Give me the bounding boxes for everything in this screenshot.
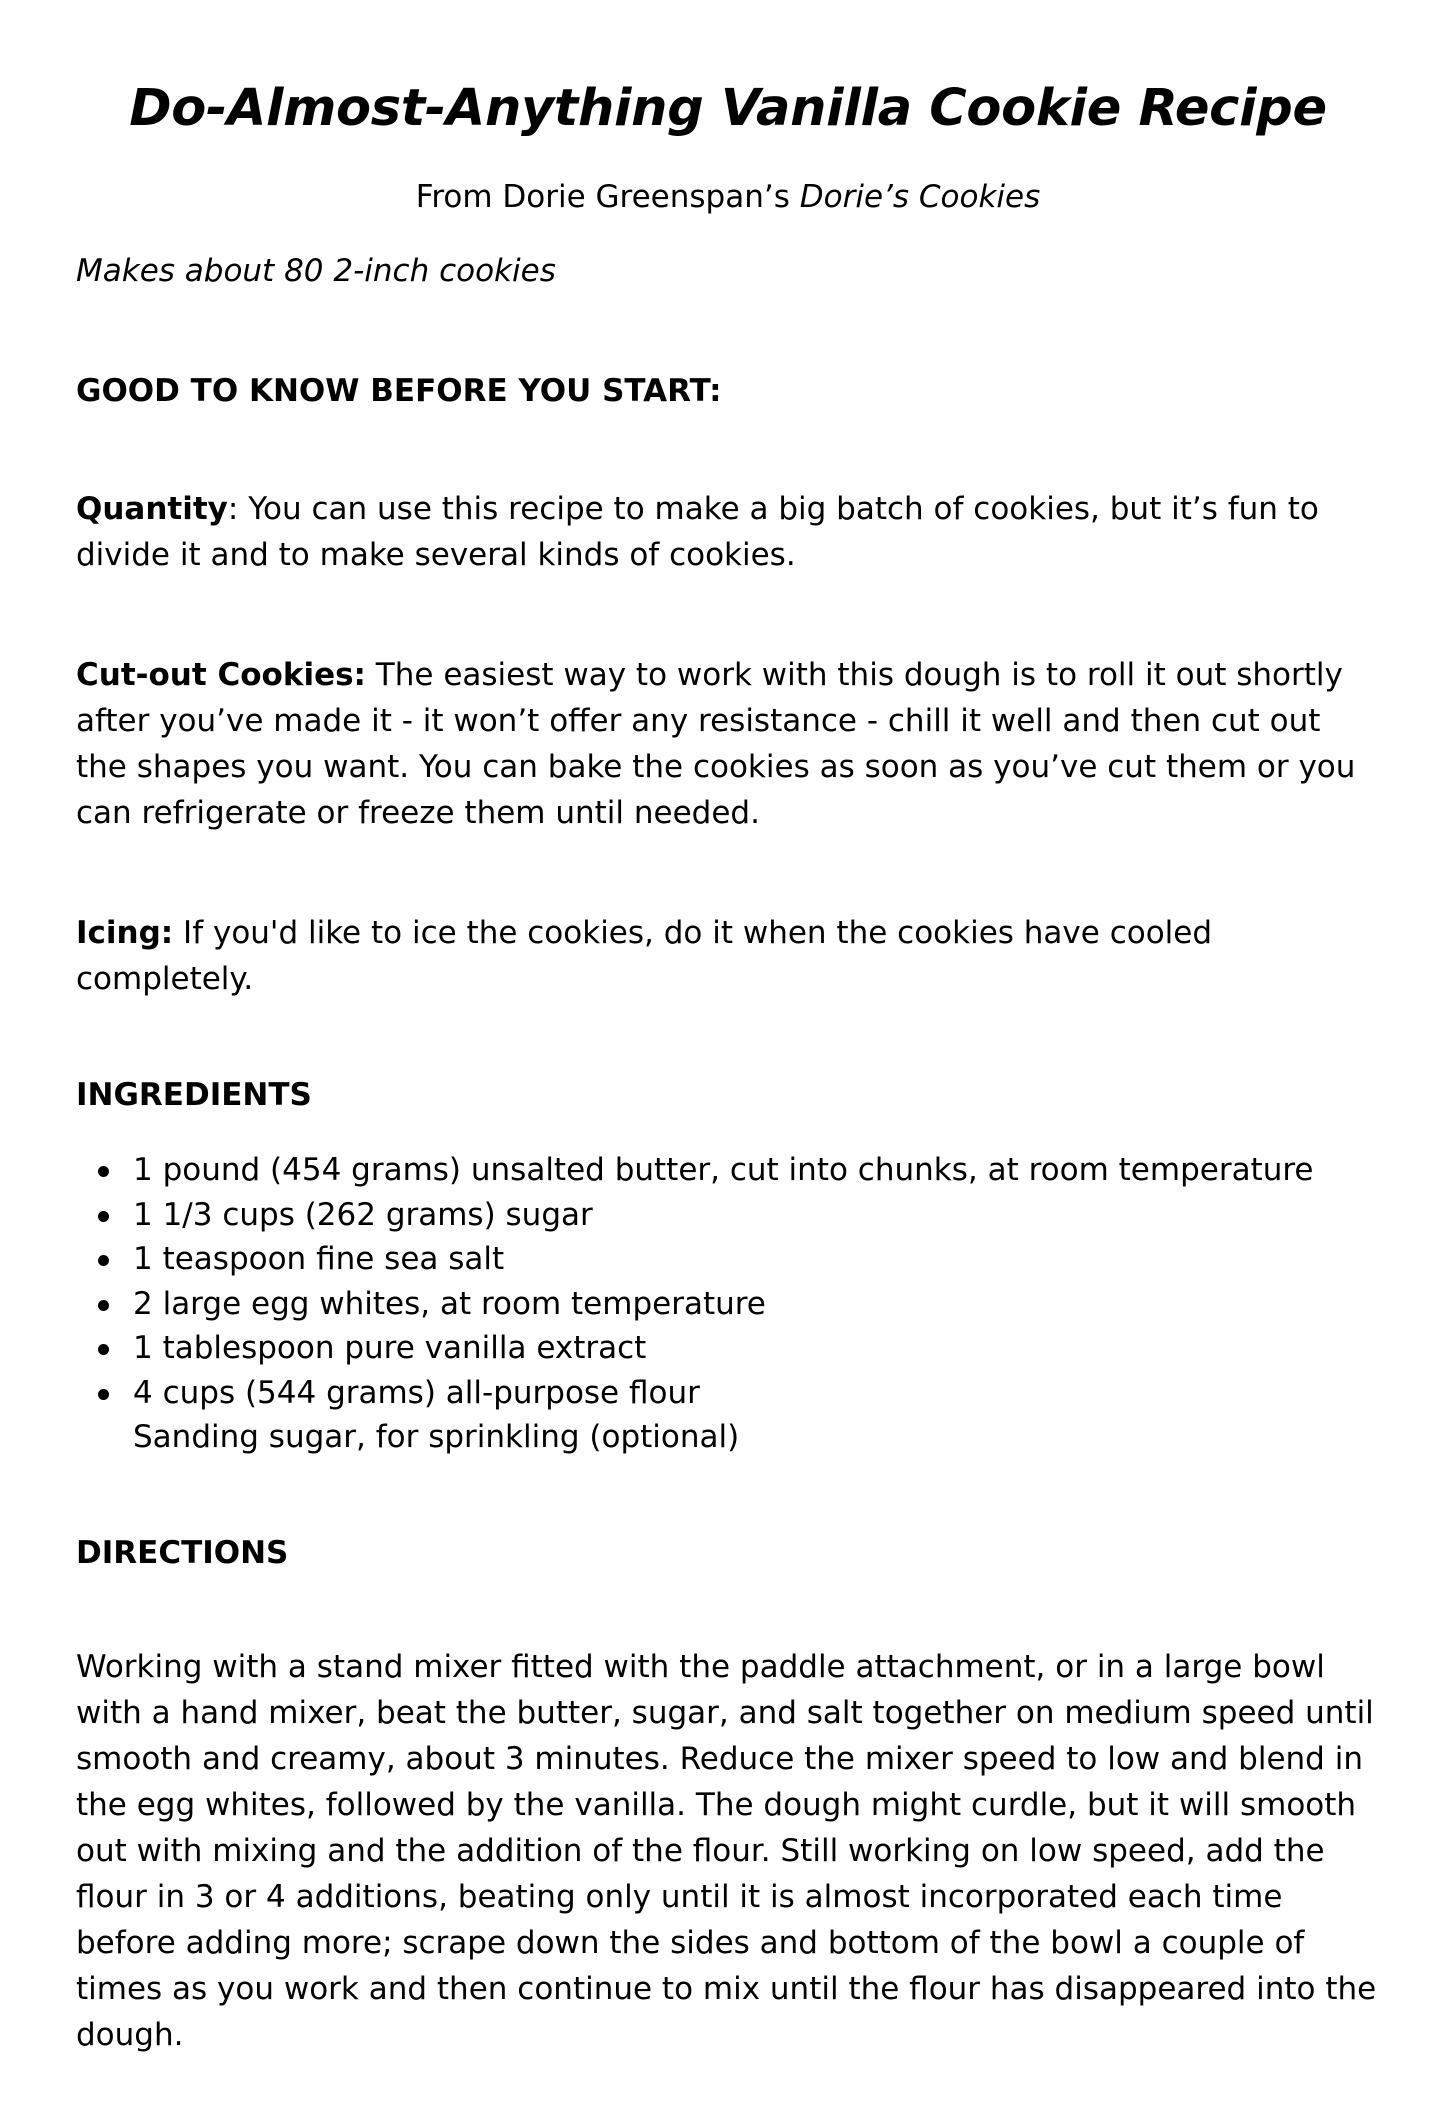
quantity-text: : You can use this recipe to make a big batch of cookies, but it’s fun to divide it and to make several kinds of cookies. xyxy=(76,491,1319,573)
icing-text: If you'd like to ice the cookies, do it when the cookies have cooled completely. xyxy=(76,915,1213,997)
ingredient-text: 2 large egg whites, at room temperature xyxy=(133,1285,766,1322)
cutout-cookies-note xyxy=(76,652,1380,836)
cutout-label: Cut-out Cookies: xyxy=(76,657,366,693)
bullet-icon xyxy=(98,1344,109,1355)
ingredients-heading: INGREDIENTS xyxy=(76,1077,312,1113)
ingredients-list xyxy=(76,1148,1380,1460)
source-prefix: From Dorie Greenspan’s xyxy=(415,179,800,215)
source-book-title: Dorie’s Cookies xyxy=(799,179,1041,215)
ingredient-extra xyxy=(76,1415,1380,1460)
bullet-icon xyxy=(98,1300,109,1311)
quantity-label: Quantity xyxy=(76,491,228,527)
quantity-note xyxy=(76,486,1380,578)
ingredient-text: 1 tablespoon pure vanilla extract xyxy=(133,1330,647,1366)
ingredient-item xyxy=(76,1326,1380,1371)
good-to-know-heading: GOOD TO KNOW BEFORE YOU START: xyxy=(76,373,722,409)
ingredient-extra-text: Sanding sugar, for sprinkling (optional) xyxy=(133,1419,740,1455)
recipe-title: Do-Almost-Anything Vanilla Cookie Recipe xyxy=(129,79,1327,138)
ingredient-text: 1 1/3 cups (262 grams) sugar xyxy=(133,1196,593,1233)
icing-note xyxy=(76,910,1380,1002)
bullet-icon xyxy=(98,1255,109,1266)
ingredient-text: 1 pound (454 grams) unsalted butter, cut into chunks, at room temperature xyxy=(133,1152,1314,1188)
recipe-source xyxy=(76,176,1380,218)
recipe-yield: Makes about 80 2-inch cookies xyxy=(76,253,556,289)
ingredient-item xyxy=(76,1371,1380,1416)
ingredient-item xyxy=(76,1282,1380,1327)
directions-text: Working with a stand mixer fitted with the paddle attachment, or in a large bowl with a hand mixer, beat the butter, sugar, and salt together on medium speed until smooth and creamy, about 3 minutes. Reduce the mixer speed to low and blend in the egg whites, followed by the vanilla. The dough might curdle, but it will smooth out with mixing and the addition of the flour. Still working on low speed, add the flour in 3 or 4 additions, beating only until it is almost incorporated each time before adding more; scrape down the sides and bottom of the bowl a couple of times as you work and then continue to mix until the flour has disappeared into the dough. xyxy=(76,1648,1377,2053)
icing-label: Icing: xyxy=(76,915,174,951)
ingredient-text: 4 cups (544 grams) all-purpose flour xyxy=(133,1374,700,1411)
directions-heading: DIRECTIONS xyxy=(76,1534,289,1571)
ingredient-item xyxy=(76,1237,1380,1282)
ingredient-item xyxy=(76,1148,1380,1193)
bullet-icon xyxy=(98,1389,109,1400)
ingredient-item xyxy=(76,1193,1380,1238)
cutout-text: The easiest way to work with this dough is to roll it out shortly after you’ve made it - it won’t offer any resistance - chill it well and then cut out the shapes you want. You can bake the cookies as soon as you’ve cut them or you can refrigerate or freeze them until needed. xyxy=(76,657,1356,831)
bullet-icon xyxy=(98,1166,109,1177)
bullet-icon xyxy=(98,1211,109,1222)
ingredient-text: 1 teaspoon fine sea salt xyxy=(133,1241,505,1277)
